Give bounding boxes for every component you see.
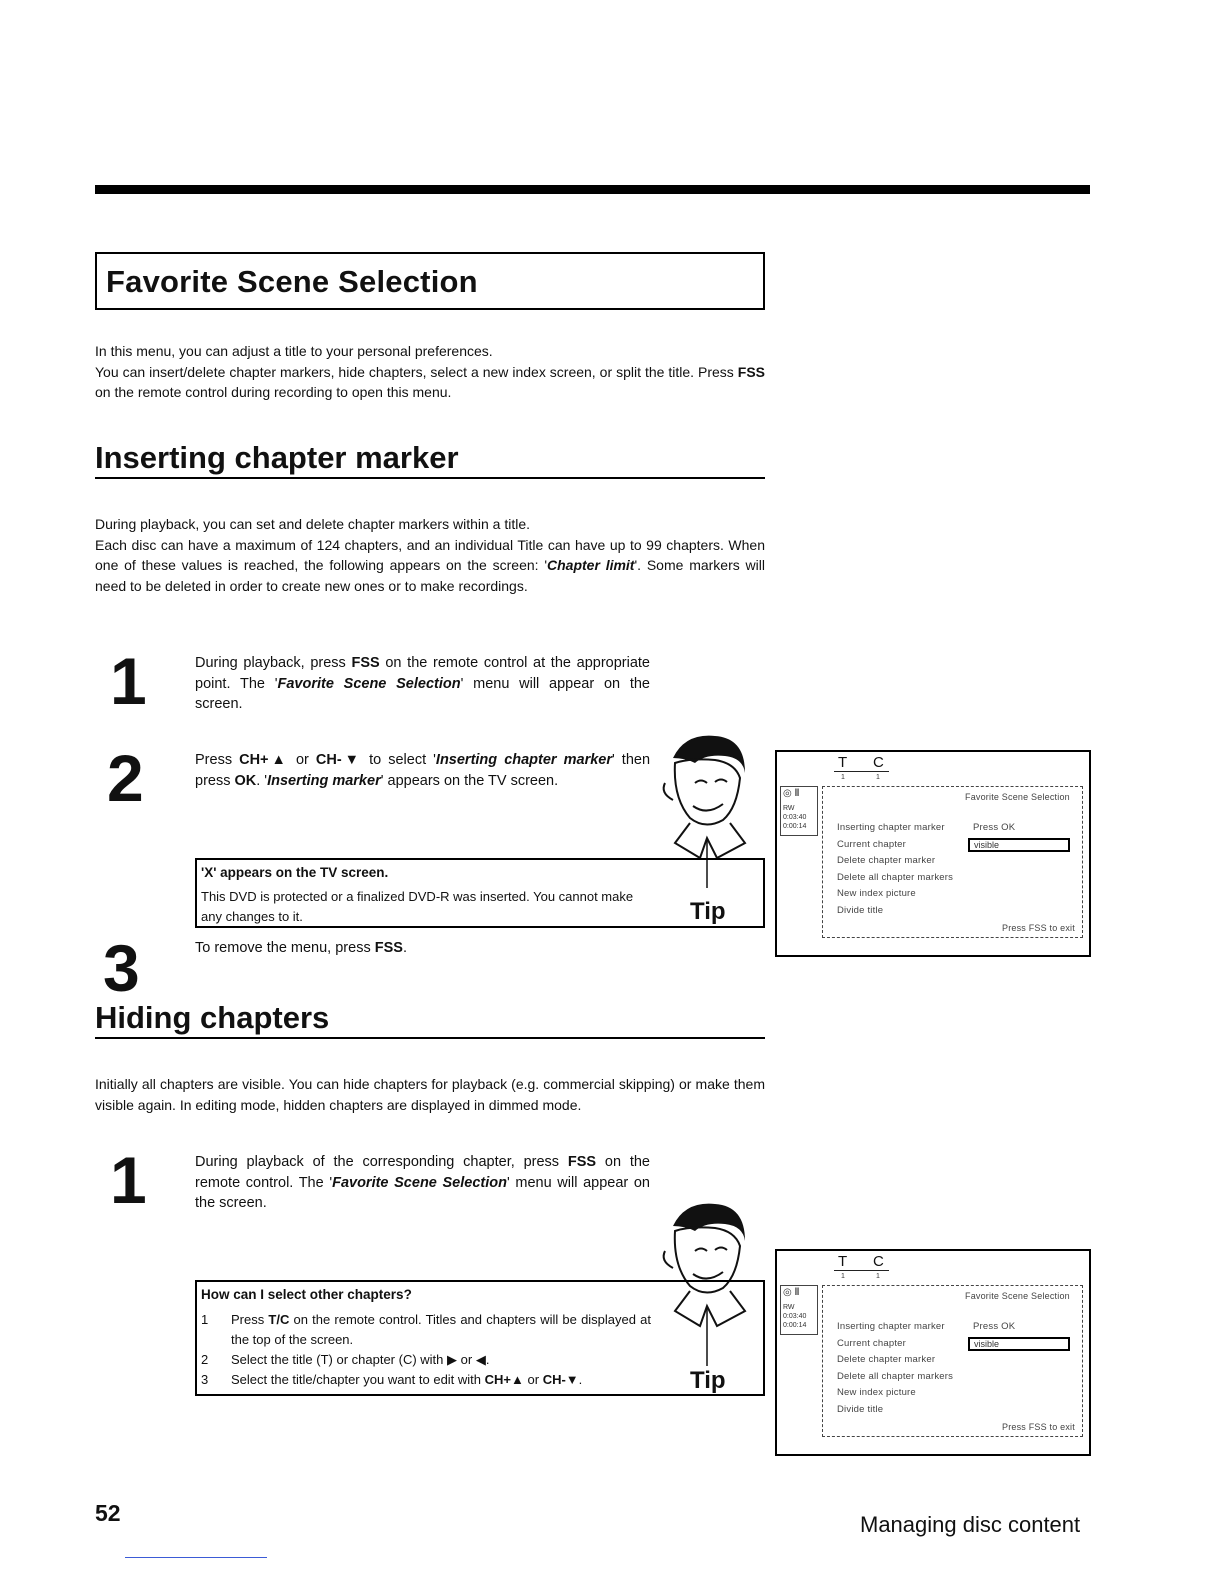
section-title: Favorite Scene Selection — [106, 264, 478, 299]
disc-icon: ◎ ‖ — [783, 1287, 800, 1298]
top-rule — [95, 185, 1090, 194]
tip-heading: 'X' appears on the TV screen. — [201, 865, 389, 880]
disc-type: RW — [783, 805, 795, 812]
menu-items — [837, 1319, 953, 1418]
menu-item[interactable]: Current chapter — [837, 838, 907, 850]
title-value: 1 — [841, 1273, 845, 1280]
title-value: 1 — [841, 774, 845, 781]
section-footer: Managing disc content — [860, 1512, 1081, 1537]
menu-item[interactable]: Current chapter — [837, 1337, 907, 1349]
tip-list-item: 3 Select the title/chapter you want to edit with CH+▲ or CH-▼. — [201, 1372, 583, 1387]
tip-list-item: 1 Press T/C on the remote control. Titles and chapters will be displayed at the top of the screen. — [201, 1312, 652, 1347]
tip-list-item: 2 Select the title (T) or chapter (C) with ▶ or ◀. — [201, 1352, 490, 1367]
elapsed-time: 0:03:40 — [783, 1313, 807, 1320]
exit-hint: Press FSS to exit — [1002, 1422, 1075, 1432]
visibility-field[interactable]: visible — [968, 838, 1070, 852]
disc-icon: ◎ ‖ — [783, 788, 800, 799]
disc-type: RW — [783, 1304, 795, 1311]
chapter-value: 1 — [876, 774, 880, 781]
menu-item[interactable]: Delete all chapter markers — [837, 1370, 954, 1382]
menu-item[interactable]: Inserting chapter marker — [837, 1321, 945, 1332]
chapter-time: 0:00:14 — [783, 823, 807, 830]
menu-item[interactable]: Delete all chapter markers — [837, 871, 954, 883]
exit-hint: Press FSS to exit — [1002, 923, 1075, 933]
heading-inserting: Inserting chapter marker — [95, 440, 459, 475]
chapter-label: C — [873, 1253, 884, 1270]
menu-item[interactable]: New index picture — [837, 1387, 916, 1398]
step-number: 1 — [110, 1143, 147, 1217]
heading-rule — [95, 477, 765, 479]
tip-text: This DVD is protected or a finalized DVD-R was inserted. You cannot make any changes to it. — [201, 889, 634, 924]
visibility-field[interactable]: visible — [968, 1337, 1070, 1351]
menu-item[interactable]: Delete chapter marker — [837, 855, 936, 866]
menu-title: Favorite Scene Selection — [965, 1291, 1070, 1301]
page-number: 52 — [95, 1500, 121, 1526]
step-number: 3 — [103, 931, 140, 1005]
tip-box-edge — [763, 858, 765, 928]
step-2-text: Press CH+▲ or CH-▼ to select 'Inserting chapter marker' then press OK. 'Inserting marker' appears on the TV screen. — [195, 752, 651, 789]
tip-list — [201, 1310, 651, 1390]
step-3-text: To remove the menu, press FSS. — [195, 940, 407, 956]
press-ok-hint: Press OK — [973, 822, 1016, 833]
elapsed-time: 0:03:40 — [783, 814, 807, 821]
menu-item[interactable]: Delete chapter marker — [837, 1354, 936, 1365]
tc-rule — [834, 1270, 889, 1271]
title-label: T — [838, 754, 848, 771]
heading-hiding: Hiding chapters — [95, 1000, 330, 1035]
inserting-paragraph: During playback, you can set and delete chapter markers within a title. Each disc can have a maximum of 124 chapters, and an individual Title can have up to 99 chapters. When one of these values is reached, the following appears on the screen: 'Chapter limit'. Some markers will need to be deleted in order to create new ones or to make recordings. — [95, 516, 765, 594]
tip-box-edge — [763, 1280, 765, 1396]
menu-item[interactable]: Divide title — [837, 904, 884, 916]
menu-items — [837, 820, 953, 919]
step-1-text: During playback, press FSS on the remote control at the appropriate point. The 'Favorite Scene Selection' menu will appear on the screen. — [195, 655, 651, 712]
tip-heading: How can I select other chapters? — [201, 1287, 412, 1302]
tip-label: Tip — [690, 898, 726, 925]
tc-rule — [834, 771, 889, 772]
chapter-time: 0:00:14 — [783, 1322, 807, 1329]
step-number: 1 — [110, 644, 147, 718]
menu-item[interactable]: Inserting chapter marker — [837, 822, 945, 833]
intro-paragraph: In this menu, you can adjust a title to your personal preferences. You can insert/delete chapter markers, hide chapters, select a new index screen, or split the title. Press FSS on the remote control during recording to open this menu. — [95, 343, 765, 400]
menu-item[interactable]: New index picture — [837, 888, 916, 899]
press-ok-hint: Press OK — [973, 1321, 1016, 1332]
tip-label: Tip — [690, 1367, 726, 1394]
link-underline — [125, 1557, 267, 1558]
menu-title: Favorite Scene Selection — [965, 792, 1070, 802]
chapter-value: 1 — [876, 1273, 880, 1280]
hiding-step-1-text: During playback of the corresponding chapter, press FSS on the remote control. The 'Favorite Scene Selection' menu will appear on the screen. — [195, 1154, 651, 1211]
chapter-label: C — [873, 754, 884, 771]
menu-item[interactable]: Divide title — [837, 1403, 884, 1415]
title-label: T — [838, 1253, 848, 1270]
heading-rule — [95, 1037, 765, 1039]
step-number: 2 — [107, 741, 144, 815]
hiding-paragraph: Initially all chapters are visible. You can hide chapters for playback (e.g. commercial skipping) or make them visible again. In editing mode, hidden chapters are displayed in dimmed mode. — [95, 1076, 765, 1113]
